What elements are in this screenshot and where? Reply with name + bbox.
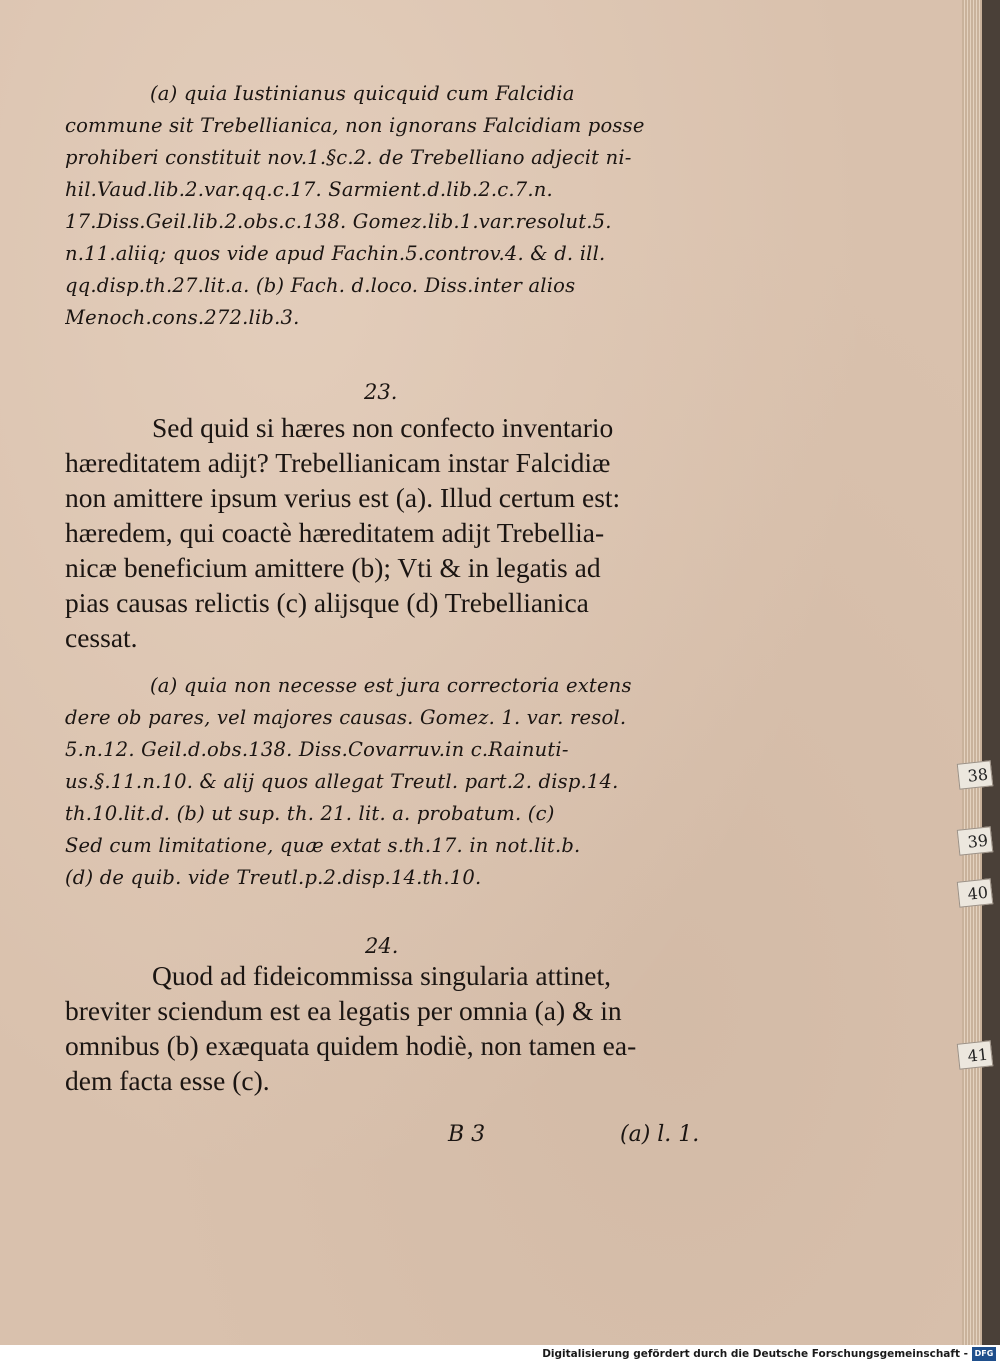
note-line: (a) quia Iustinianus quicquid cum Falcidia [150, 82, 575, 105]
text-line: Sed quid si hæres non confecto inventario [152, 412, 614, 443]
text-line: non amittere ipsum verius est (a). Illud certum est: [65, 482, 621, 513]
index-tab: 40 [957, 878, 994, 907]
dfg-logo-icon: DFG [972, 1347, 996, 1361]
note-line: hil.Vaud.lib.2.var.qq.c.17. Sarmient.d.lib.2.c.7.n. [65, 178, 553, 201]
catchword: (a) l. 1. [620, 1122, 700, 1147]
section-24-text [65, 958, 705, 1098]
note-line: Sed cum limitatione, quæ extat s.th.17. in not.lit.b. [65, 834, 581, 857]
note-line: qq.disp.th.27.lit.a. (b) Fach. d.loco. Diss.inter alios [65, 274, 576, 297]
note-line: 5.n.12. Geil.d.obs.138. Diss.Covarruv.in c.Rainuti- [65, 738, 569, 761]
signature-mark: B 3 [448, 1122, 486, 1147]
text-line: Quod ad fideicommissa singularia attinet, [152, 960, 611, 991]
note-line: 17.Diss.Geil.lib.2.obs.c.138. Gomez.lib.1.var.resolut.5. [65, 210, 612, 233]
credit-bar [0, 1345, 1000, 1363]
text-line: hæredem, qui coactè hæreditatem adijt Trebellia- [65, 517, 605, 548]
book-spine-edge [982, 0, 1000, 1345]
note-line: th.10.lit.d. (b) ut sup. th. 21. lit. a. probatum. (c) [65, 802, 555, 825]
note-line: dere ob pares, vel majores causas. Gomez. 1. var. resol. [65, 706, 627, 729]
note-line: commune sit Trebellianica, non ignorans Falcidiam posse [65, 114, 645, 137]
index-tab: 39 [957, 826, 994, 855]
note-line: (d) de quib. vide Treutl.p.2.disp.14.th.10. [65, 866, 482, 889]
note-line: prohiberi constituit nov.1.§c.2. de Trebelliano adjecit ni- [65, 146, 632, 169]
text-line: cessat. [65, 622, 138, 653]
text-line: omnibus (b) exæquata quidem hodiè, non tamen ea- [65, 1030, 637, 1061]
footnotes-middle [65, 670, 705, 894]
index-tab: 41 [957, 1040, 994, 1069]
section-23-text [65, 410, 705, 655]
note-line: (a) quia non necesse est jura correctoria extens [150, 674, 632, 697]
page-edges [962, 0, 982, 1345]
section-number-24: 24. [365, 934, 399, 958]
note-line: Menoch.cons.272.lib.3. [65, 306, 300, 329]
index-tab: 38 [957, 760, 994, 789]
text-line: nicæ beneficium amittere (b); Vti & in legatis ad [65, 552, 601, 583]
footnotes-top [65, 78, 705, 334]
credit-text: Digitalisierung gefördert durch die Deutsche Forschungsgemeinschaft - [542, 1348, 968, 1360]
note-line: us.§.11.n.10. & alij quos allegat Treutl. part.2. disp.14. [65, 770, 619, 793]
text-line: dem facta esse (c). [65, 1065, 270, 1096]
section-number-23: 23. [364, 380, 398, 404]
text-line: breviter sciendum est ea legatis per omnia (a) & in [65, 995, 622, 1026]
text-line: pias causas relictis (c) alijsque (d) Trebellianica [65, 587, 589, 618]
note-line: n.11.aliiq; quos vide apud Fachin.5.controv.4. & d. ill. [65, 242, 606, 265]
text-line: hæreditatem adijt? Trebellianicam instar Falcidiæ [65, 447, 611, 478]
